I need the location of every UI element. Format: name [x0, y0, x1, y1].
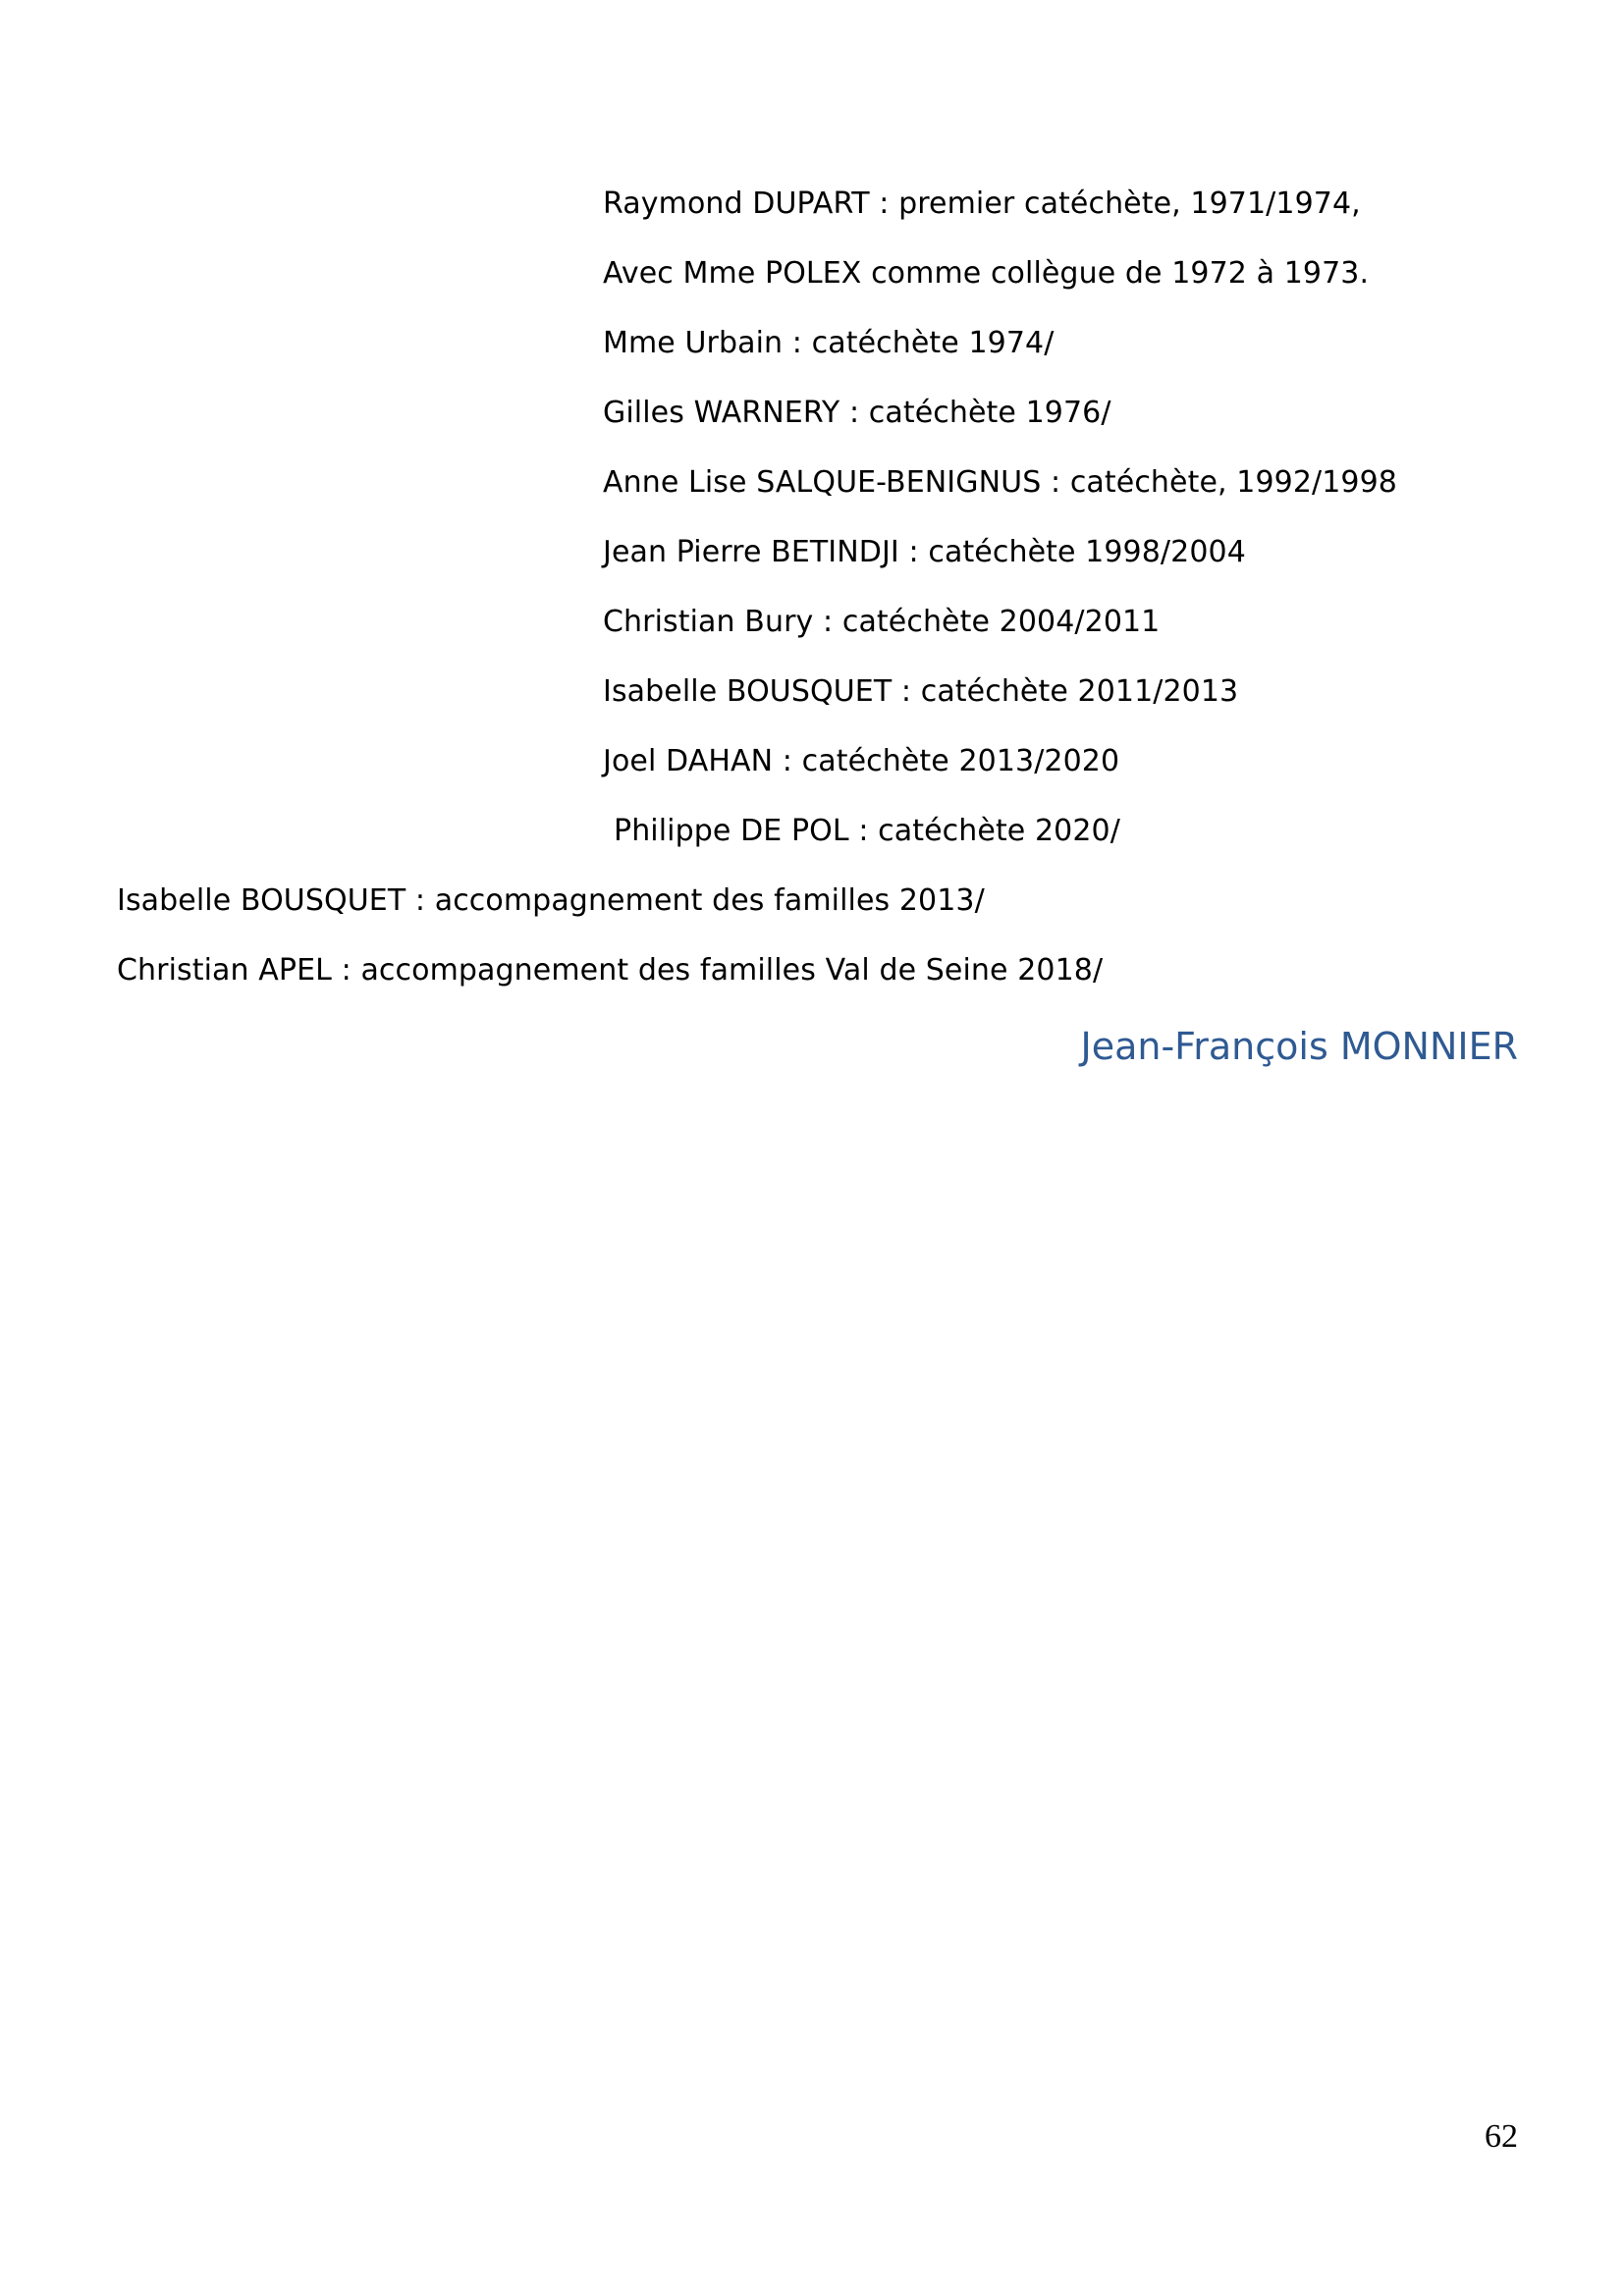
- catechist-line: Anne Lise SALQUE-BENIGNUS : catéchète, 1992/1998: [603, 465, 1397, 500]
- catechist-line: Jean Pierre BETINDJI : catéchète 1998/2004: [603, 535, 1246, 569]
- catechist-line: Christian Bury : catéchète 2004/2011: [603, 605, 1161, 639]
- page-number: 62: [1485, 2118, 1518, 2155]
- catechist-line: Mme Urbain : catéchète 1974/: [603, 326, 1055, 360]
- catechist-line: Gilles WARNERY : catéchète 1976/: [603, 396, 1111, 430]
- family-support-line: Christian APEL : accompagnement des familles Val de Seine 2018/: [117, 953, 1104, 988]
- catechist-line: Raymond DUPART : premier catéchète, 1971/1974,: [603, 187, 1361, 221]
- catechist-line: Avec Mme POLEX comme collègue de 1972 à 1973.: [603, 256, 1370, 291]
- catechist-line: Isabelle BOUSQUET : catéchète 2011/2013: [603, 674, 1239, 709]
- catechist-line: Philippe DE POL : catéchète 2020/: [614, 814, 1120, 848]
- catechist-line: Joel DAHAN : catéchète 2013/2020: [603, 744, 1120, 778]
- author-signature: Jean-François MONNIER: [1080, 1025, 1518, 1068]
- family-support-line: Isabelle BOUSQUET : accompagnement des familles 2013/: [117, 883, 985, 918]
